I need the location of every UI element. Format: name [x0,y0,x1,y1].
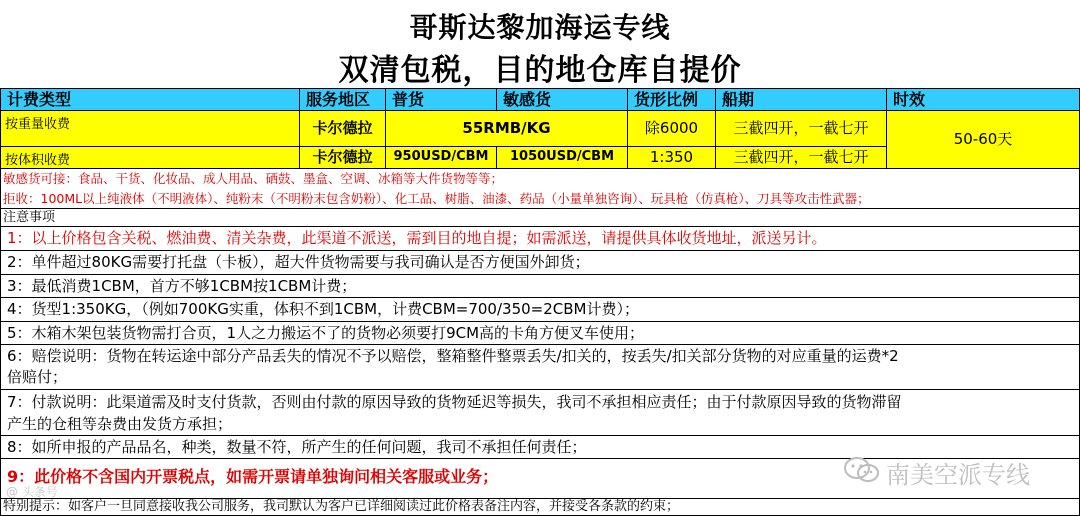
row1-schedule: 三截四开，一截七开 [716,111,887,147]
note-item: 1：以上价格包含关税、燃油费、清关杂费，此渠道不派送，需到目的地自提；如需派送，请提供具体收货地址，派送另计。 [0,227,1080,251]
note-item: 9：此价格不含国内开票税点，如需开票请单独询问相关客服或业务； [0,459,1080,499]
row2-schedule: 三截四开，一截七开 [716,147,887,169]
note-item: 4：货型1:350KG，（例如700KG实重，体积不到1CBM，计费CBM=700/350=2CBM计费）； [0,298,1080,322]
title-block [0,0,1080,88]
row2-general: 950USD/CBM [386,147,497,169]
row1-type: 按重量收费 [0,111,300,147]
note-line: 6：赔偿说明：货物在转运途中部分产品丢失的情况不予以赔偿，整箱整件整票丢失/扣关的，按丢失/扣关部分货物的对应重量的运费*2 [7,347,899,365]
note-item: 8：如所申报的产品品名，种类，数量不符，所产生的任何问题，我司不承担任何责任； [0,436,1080,459]
note-item [0,345,1080,390]
row1-price: 55RMB/KG [386,111,628,147]
header-general: 普货 [386,89,497,111]
row2-ratio: 1:350 [628,147,716,169]
note-item: 5：木箱木架包装货物需打合页，1人之力搬运不了的货物必须要打9CM高的卡角方便叉车使用； [0,322,1080,345]
header-timeliness: 时效 [887,89,1080,111]
header-billing-type: 计费类型 [0,89,300,111]
page-subtitle: 双清包税，目的地仓库自提价 [338,53,742,88]
watermark-small: @ 头条号 [6,485,58,499]
timeliness-cell: 50-60天 [887,111,1080,169]
note-line: 7：付款说明：此渠道需及时支付货款，否则由付款的原因导致的货物延迟等损失，我司不承担相应责任；由于付款原因导致的货物滞留 [7,393,902,411]
row2-region: 卡尔德拉 [300,147,386,169]
row2-sensitive: 1050USD/CBM [497,147,628,169]
note-line: 产生的仓租等杂费由发货方承担； [7,415,233,433]
header-schedule: 船期 [716,89,887,111]
note-item [0,390,1080,436]
row2-type: 按体积收费 [0,147,300,169]
row1-region: 卡尔德拉 [300,111,386,147]
note-item: 3：最低消费1CBM，首方不够1CBM按1CBM计费； [0,275,1080,298]
header-region: 服务地区 [300,89,386,111]
sensitive-accept-text: 敏感货可接：食品、干货、化妆品、成人用品、硒鼓、墨盒、空调、冰箱等大件货物等等； [0,169,1080,189]
header-ratio: 货形比例 [628,89,716,111]
notes-heading: 注意事项 [0,209,1080,227]
reject-text: 拒收：100ML以上纯液体（不明液体）、纯粉末（不明粉末包含奶粉）、化工品、树脂、油漆、药品（小量单独咨询）、玩具枪（仿真枪）、刀具等攻击性武器； [0,189,1080,209]
header-sensitive: 敏感货 [497,89,628,111]
wechat-icon [843,455,881,489]
footer-notice: 特别提示：如客户一旦同意接收我公司服务，我司默认为客户已详细阅读过此价格表备注内容，并接受各条款的约束； [0,499,1080,516]
watermark-text: 南美空派专线 [886,461,1030,489]
note-item: 2：单件超过80KG需要打托盘（卡板），超大件货物需要与我司确认是否方便国外卸货； [0,251,1080,275]
row1-ratio: 除6000 [628,111,716,147]
page-title: 哥斯达黎加海运专线 [409,11,671,44]
note-line: 倍赔付； [7,368,68,386]
